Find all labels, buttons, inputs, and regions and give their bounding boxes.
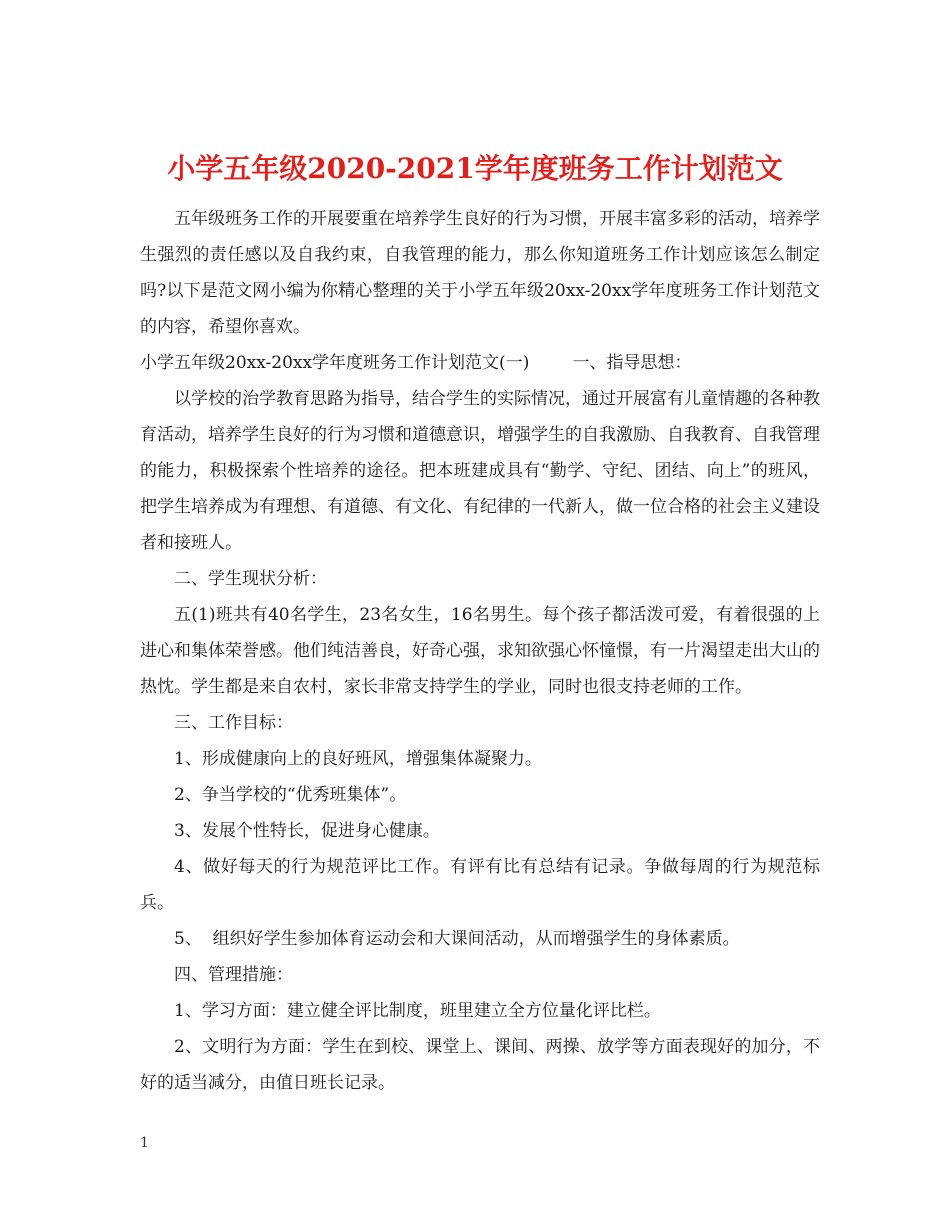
paragraph-student-analysis: 五(1)班共有40名学生，23名女生，16名男生。每个孩子都活泼可爱，有着很强的上进心和集体荣誉感。他们纯洁善良，好奇心强，求知欲强心怀憧憬，有一片渴望走出大山的热忱。学生都是来自农村，家长非常支持学生的学业，同时也很支持老师的工作。 <box>140 605 820 697</box>
goal-item-2: 2、争当学校的“优秀班集体”。 <box>174 785 407 805</box>
section-heading-line <box>140 345 820 381</box>
goal-item-5: 5、 组织好学生参加体育运动会和大课间活动，从而增强学生的身体素质。 <box>174 929 740 949</box>
heading-management-measures: 四、管理措施： <box>174 965 293 985</box>
page-number: 1 <box>140 1135 149 1151</box>
heading-guiding-thought: 一、指导思想： <box>572 353 692 373</box>
document-body <box>140 201 820 1101</box>
measure-item-1: 1、学习方面：建立健全评比制度，班里建立全方位量化评比栏。 <box>174 1001 661 1021</box>
document-title: 小学五年级2020-2021学年度班务工作计划范文 <box>167 151 783 185</box>
intro-paragraph: 五年级班务工作的开展要重在培养学生良好的行为习惯，开展丰富多彩的活动，培养学生强烈的责任感以及自我约束，自我管理的能力，那么你知道班务工作计划应该怎么制定吗?以下是范文网小编为你精心整理的关于小学五年级20xx-20xx学年度班务工作计划范文的内容，希望你喜欢。 <box>140 209 820 337</box>
goal-item-1: 1、形成健康向上的良好班风，增强集体凝聚力。 <box>174 749 542 769</box>
subtitle-heading: 小学五年级20xx-20xx学年度班务工作计划范文(一) <box>140 353 530 373</box>
heading-student-analysis: 二、学生现状分析： <box>174 569 327 589</box>
goal-item-4: 4、做好每天的行为规范评比工作。有评有比有总结有记录。争做每周的行为规范标兵。 <box>140 857 820 913</box>
heading-work-goals: 三、工作目标： <box>174 713 293 733</box>
paragraph-guiding-thought: 以学校的治学教育思路为指导，结合学生的实际情况，通过开展富有儿童情趣的各种教育活动，培养学生良好的行为习惯和道德意识，增强学生的自我激励、自我教育、自我管理的能力，积极探索个性培养的途径。把本班建成具有“勤学、守纪、团结、向上”的班风，把学生培养成为有理想、有道德、有文化、有纪律的一代新人，做一位合格的社会主义建设者和接班人。 <box>140 389 820 553</box>
goal-item-3: 3、发展个性特长，促进身心健康。 <box>174 821 440 841</box>
measure-item-2: 2、文明行为方面：学生在到校、课堂上、课间、两操、放学等方面表现好的加分，不好的适当减分，由值日班长记录。 <box>140 1037 820 1093</box>
